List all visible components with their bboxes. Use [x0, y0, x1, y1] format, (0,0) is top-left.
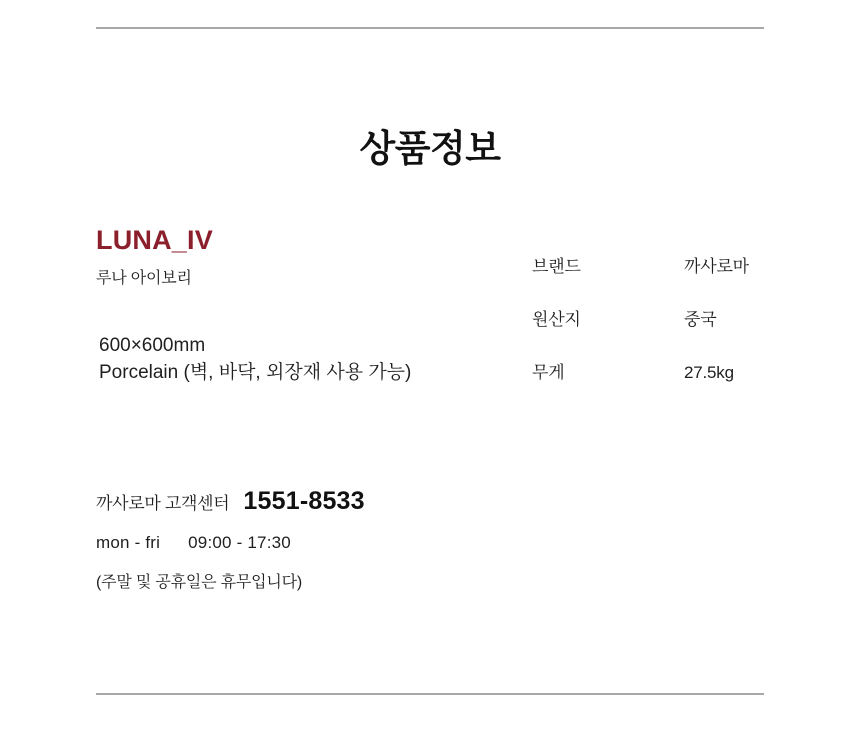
business-hours-note: (주말 및 공휴일은 휴무입니다) — [96, 574, 303, 591]
attribute-label: 브랜드 — [532, 257, 581, 276]
business-hours-days: mon - fri — [96, 533, 161, 552]
bottom-divider — [96, 693, 764, 695]
product-specs — [96, 332, 516, 387]
attribute-value: 27.5kg — [684, 363, 734, 382]
product-name: LUNA_IV — [96, 225, 213, 255]
attribute-label: 원산지 — [532, 310, 581, 329]
business-hours-time: 09:00 - 17:30 — [188, 533, 291, 552]
product-summary — [96, 226, 516, 387]
customer-service-label: 까사로마 고객센터 — [96, 494, 230, 513]
product-size: 600×600mm — [99, 334, 206, 356]
table-row — [532, 252, 792, 277]
product-attributes-table — [532, 252, 792, 411]
customer-service-block — [96, 487, 596, 592]
table-row — [532, 305, 792, 330]
page-title: 상품정보 — [359, 128, 501, 169]
attribute-value: 까사로마 — [684, 257, 749, 276]
attribute-label: 무게 — [532, 363, 565, 382]
top-divider — [96, 27, 764, 29]
customer-service-phone: 1551-8533 — [243, 487, 365, 515]
customer-service-phone-line — [96, 487, 596, 516]
product-name-korean: 루나 아이보리 — [96, 269, 192, 287]
product-material: Porcelain (벽, 바닥, 외장재 사용 가능) — [99, 362, 412, 384]
business-hours-line — [96, 533, 596, 553]
table-row — [532, 358, 792, 383]
attribute-value: 중국 — [684, 310, 717, 329]
